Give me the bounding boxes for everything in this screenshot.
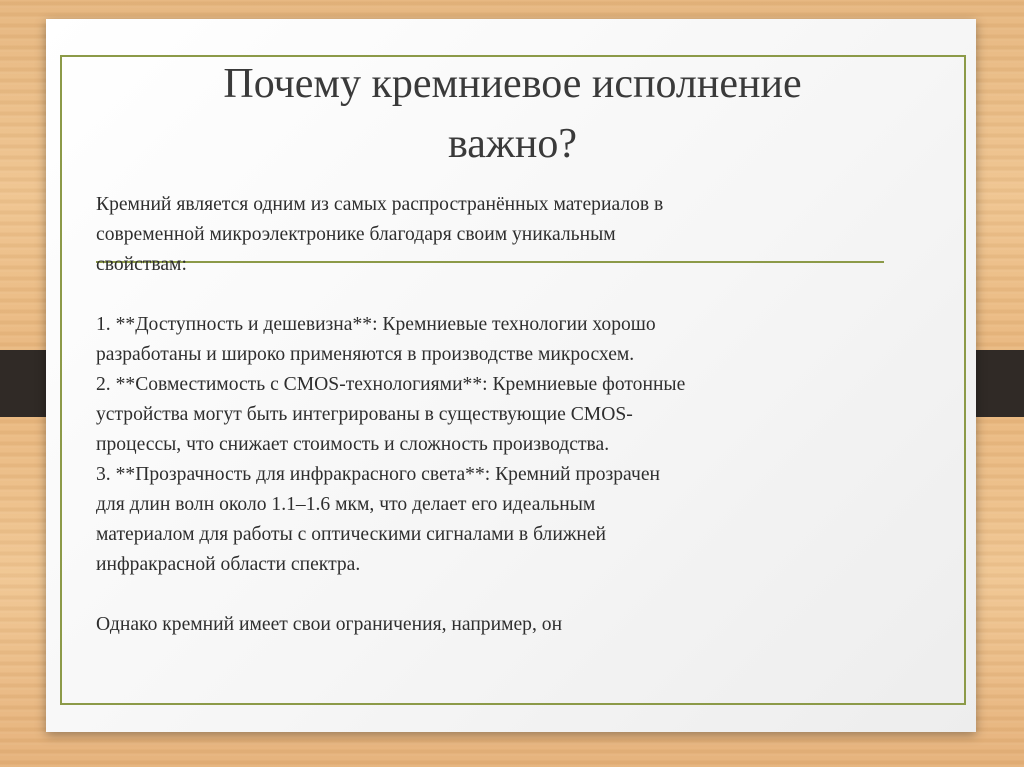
slide-title: Почему кремниевое исполнение важно? — [223, 61, 802, 167]
list-item-infrared-transparency: 3. **Прозрачность для инфракрасного света**: Кремний прозрачен для длин волн около 1.1–1.6 мкм, что делает его идеальным материалом для работы с оптическими сигналами в ближней инфракрасной области спектра. — [96, 464, 660, 575]
list-item-accessibility: 1. **Доступность и дешевизна**: Кремниевые технологии хорошо разработаны и широко применяются в производстве микросхем. — [96, 314, 656, 365]
slide-body — [96, 190, 866, 640]
closing-paragraph: Однако кремний имеет свои ограничения, например, он — [96, 614, 563, 635]
list-item-cmos-compatibility: 2. **Совместимость с CMOS-технологиями**: Кремниевые фотонные устройства могут быть интегрированы в существующие CMOS- процессы, что снижает стоимость и сложность производства. — [96, 374, 686, 455]
intro-paragraph: Кремний является одним из самых распространённых материалов в современной микроэлектронике благодаря своим уникальным свойствам: — [96, 194, 664, 275]
